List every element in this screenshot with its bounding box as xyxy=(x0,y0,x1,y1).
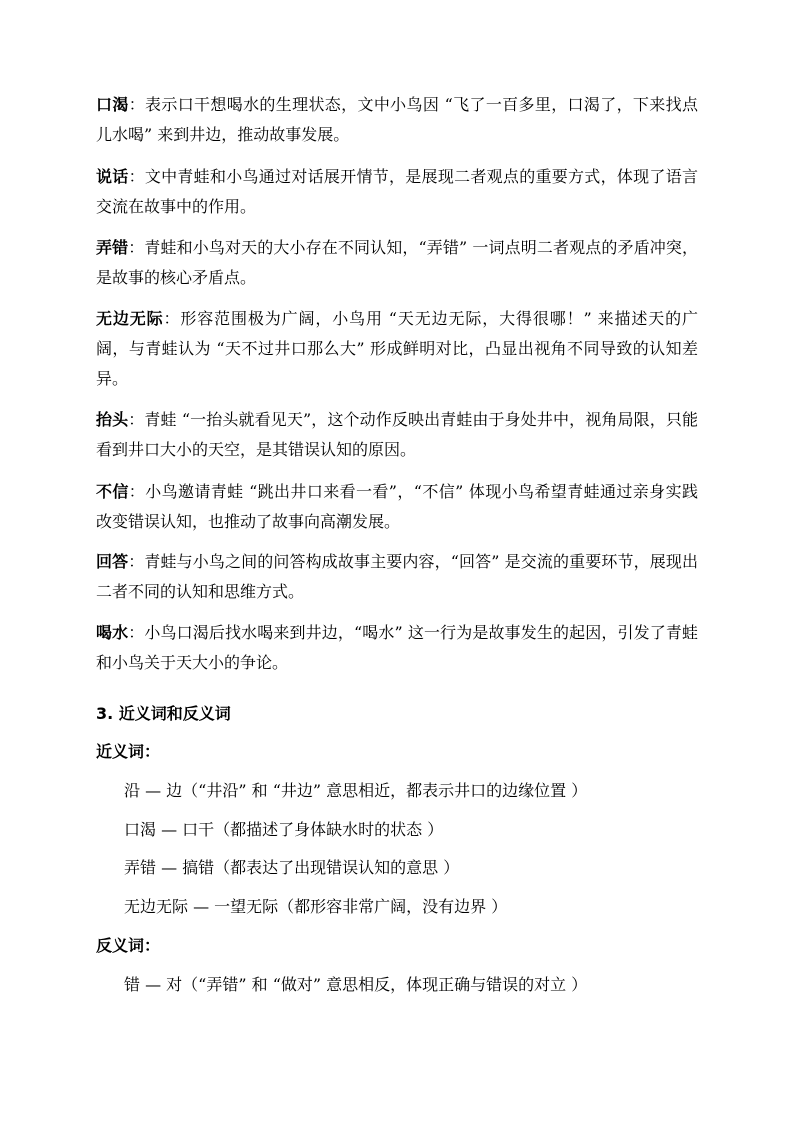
entry-separator: ： xyxy=(128,623,145,642)
entry-separator: ： xyxy=(128,238,145,257)
entry-term: 口渴 xyxy=(96,95,129,114)
synonym-pair: 无边无际 — 一望无际（都形容非常广阔，没有边界 ） xyxy=(124,897,508,916)
entry-separator: ： xyxy=(128,167,145,186)
antonyms-label: 反义词： xyxy=(96,936,161,955)
synonym-pair: 沿 — 边（“井沿” 和 “井边” 意思相近，都表示井口的边缘位置 ） xyxy=(124,781,588,800)
entry-term: 无边无际 xyxy=(96,309,164,328)
entry-separator: ： xyxy=(128,482,146,501)
entry-term: 说话 xyxy=(96,167,129,186)
synonym-pair: 弄错 — 搞错（都表达了出现错误认知的意思 ） xyxy=(124,858,460,877)
entry-term: 回答 xyxy=(96,552,129,571)
antonym-pair: 错 — 对（“弄错” 和 “做对” 意思相反，体现正确与错误的对立 ） xyxy=(124,975,588,994)
entry-text: 形容范围极为广阔，小鸟用 “天无边无际，大得很哪！” 来描述天的广阔，与青蛙认为 “天不过井口那么大” 形成鲜明对比，凸显出视角不同导致的认知差异。 xyxy=(96,309,698,388)
entry-separator: ： xyxy=(128,95,146,114)
entry-term: 抬头 xyxy=(96,410,129,429)
entry-text: 小鸟邀请青蛙 “跳出井口来看一看”，“不信” 体现小鸟希望青蛙通过亲身实践改变错误认知，也推动了故事向高潮发展。 xyxy=(96,482,698,531)
entry-term: 不信 xyxy=(96,482,129,501)
entry-text: 小鸟口渴后找水喝来到井边，“喝水” 这一行为是故事发生的起因，引发了青蛙和小鸟关于天大小的争论。 xyxy=(96,623,698,672)
synonyms-label: 近义词： xyxy=(96,742,161,761)
entry-shuohua xyxy=(96,162,698,222)
entry-wubianwuji xyxy=(96,304,698,394)
entry-taitou xyxy=(96,405,698,465)
synonym-pair: 口渴 — 口干（都描述了身体缺水时的状态 ） xyxy=(124,820,444,839)
section-heading: 3. 近义词和反义词 xyxy=(96,704,231,723)
entry-kouke xyxy=(96,90,698,150)
entry-term: 弄错 xyxy=(96,238,129,257)
entry-text: 表示口干想喝水的生理状态，文中小鸟因 “飞了一百多里，口渴了，下来找点儿水喝” 来到井边，推动故事发展。 xyxy=(96,95,698,144)
entry-nongcuo xyxy=(96,233,698,293)
entry-separator: ： xyxy=(163,309,181,328)
entry-separator: ： xyxy=(128,552,145,571)
entry-text: 青蛙和小鸟对天的大小存在不同认知，“弄错” 一词点明二者观点的矛盾冲突，是故事的核心矛盾点。 xyxy=(96,238,698,287)
entry-buxin xyxy=(96,477,698,537)
entry-text: 文中青蛙和小鸟通过对话展开情节，是展现二者观点的重要方式，体现了语言交流在故事中的作用。 xyxy=(96,167,698,216)
entry-text: 青蛙与小鸟之间的问答构成故事主要内容，“回答” 是交流的重要环节，展现出二者不同的认知和思维方式。 xyxy=(96,552,698,601)
entry-huida xyxy=(96,547,698,607)
entry-text: 青蛙 “一抬头就看见天”，这个动作反映出青蛙由于身处井中，视角局限，只能看到井口大小的天空，是其错误认知的原因。 xyxy=(96,410,698,459)
entry-term: 喝水 xyxy=(96,623,129,642)
entry-separator: ： xyxy=(128,410,145,429)
entry-heshui xyxy=(96,618,698,678)
